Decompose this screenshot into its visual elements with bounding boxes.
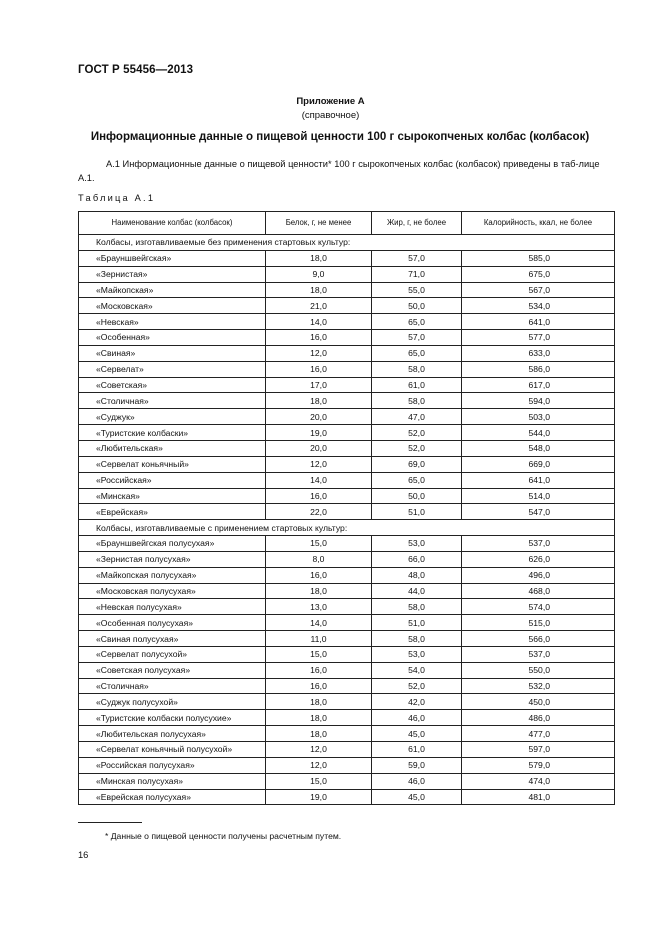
sausage-name-cell: «Сервелат полусухой» xyxy=(79,646,266,662)
table-row xyxy=(79,361,615,377)
sausage-name-cell: «Майкопская» xyxy=(79,282,266,298)
protein-cell: 18,0 xyxy=(266,694,372,710)
page-number: 16 xyxy=(78,850,89,860)
fat-cell: 58,0 xyxy=(372,631,462,647)
fat-cell: 58,0 xyxy=(372,361,462,377)
table-row xyxy=(79,504,615,520)
sausage-name-cell: «Столичная» xyxy=(79,393,266,409)
table-row xyxy=(79,345,615,361)
fat-cell: 51,0 xyxy=(372,504,462,520)
protein-cell: 16,0 xyxy=(266,330,372,346)
footnote-divider xyxy=(78,822,142,823)
sausage-name-cell: «Советская» xyxy=(79,377,266,393)
nutrition-table xyxy=(78,211,615,805)
protein-cell: 16,0 xyxy=(266,567,372,583)
calories-cell: 617,0 xyxy=(462,377,615,393)
protein-cell: 9,0 xyxy=(266,266,372,282)
calories-cell: 633,0 xyxy=(462,345,615,361)
protein-cell: 20,0 xyxy=(266,409,372,425)
protein-cell: 12,0 xyxy=(266,742,372,758)
calories-cell: 515,0 xyxy=(462,615,615,631)
fat-cell: 50,0 xyxy=(372,298,462,314)
protein-cell: 18,0 xyxy=(266,583,372,599)
protein-cell: 14,0 xyxy=(266,314,372,330)
sausage-name-cell: «Суджук» xyxy=(79,409,266,425)
calories-cell: 474,0 xyxy=(462,773,615,789)
protein-cell: 14,0 xyxy=(266,472,372,488)
sausage-name-cell: «Брауншвейгская» xyxy=(79,250,266,266)
sausage-name-cell: «Свиная полусухая» xyxy=(79,631,266,647)
calories-cell: 641,0 xyxy=(462,472,615,488)
page-heading: Информационные данные о пищевой ценности 100 г сырокопченых колбас (колбасок) xyxy=(90,131,590,143)
calories-cell: 585,0 xyxy=(462,250,615,266)
annex-note: (справочное) xyxy=(301,110,360,121)
sausage-name-cell: «Невская» xyxy=(79,314,266,330)
table-row xyxy=(79,472,615,488)
calories-cell: 669,0 xyxy=(462,456,615,472)
calories-cell: 641,0 xyxy=(462,314,615,330)
calories-cell: 567,0 xyxy=(462,282,615,298)
table-row xyxy=(79,456,615,472)
calories-cell: 566,0 xyxy=(462,631,615,647)
sausage-name-cell: «Сервелат» xyxy=(79,361,266,377)
calories-cell: 579,0 xyxy=(462,757,615,773)
sausage-name-cell: «Особенная» xyxy=(79,330,266,346)
protein-cell: 17,0 xyxy=(266,377,372,393)
sausage-name-cell: «Еврейская полусухая» xyxy=(79,789,266,805)
table-row xyxy=(79,425,615,441)
fat-cell: 51,0 xyxy=(372,615,462,631)
protein-cell: 12,0 xyxy=(266,757,372,773)
fat-cell: 65,0 xyxy=(372,472,462,488)
fat-cell: 52,0 xyxy=(372,678,462,694)
table-row xyxy=(79,726,615,742)
fat-cell: 55,0 xyxy=(372,282,462,298)
table-row xyxy=(79,742,615,758)
fat-cell: 50,0 xyxy=(372,488,462,504)
table-row xyxy=(79,567,615,583)
protein-cell: 18,0 xyxy=(266,282,372,298)
fat-cell: 65,0 xyxy=(372,345,462,361)
column-header-calories: Калорийность, ккал, не более xyxy=(462,212,615,235)
protein-cell: 12,0 xyxy=(266,456,372,472)
calories-cell: 503,0 xyxy=(462,409,615,425)
table-row xyxy=(79,789,615,805)
table-row xyxy=(79,266,615,282)
fat-cell: 57,0 xyxy=(372,330,462,346)
protein-cell: 13,0 xyxy=(266,599,372,615)
table-row xyxy=(79,440,615,456)
table-group-row xyxy=(79,235,615,251)
standard-number: ГОСТ Р 55456—2013 xyxy=(78,64,194,76)
protein-cell: 18,0 xyxy=(266,726,372,742)
table-row xyxy=(79,250,615,266)
footnote: * Данные о пищевой ценности получены расчетным путем. xyxy=(105,831,342,841)
table-row xyxy=(79,314,615,330)
table-body xyxy=(79,235,615,805)
calories-cell: 532,0 xyxy=(462,678,615,694)
annex-title: Приложение А xyxy=(296,96,365,107)
protein-cell: 19,0 xyxy=(266,789,372,805)
calories-cell: 597,0 xyxy=(462,742,615,758)
group-title: Колбасы, изготавливаемые с применением стартовых культур: xyxy=(79,520,615,536)
sausage-name-cell: «Майкопская полусухая» xyxy=(79,567,266,583)
table-row xyxy=(79,409,615,425)
fat-cell: 53,0 xyxy=(372,536,462,552)
sausage-name-cell: «Сервелат коньячный полусухой» xyxy=(79,742,266,758)
calories-cell: 537,0 xyxy=(462,646,615,662)
sausage-name-cell: «Московская» xyxy=(79,298,266,314)
sausage-name-cell: «Российская полусухая» xyxy=(79,757,266,773)
group-title: Колбасы, изготавливаемые без применения стартовых культур: xyxy=(79,235,615,251)
fat-cell: 69,0 xyxy=(372,456,462,472)
sausage-name-cell: «Брауншвейгская полусухая» xyxy=(79,536,266,552)
table-group-row xyxy=(79,520,615,536)
sausage-name-cell: «Еврейская» xyxy=(79,504,266,520)
protein-cell: 12,0 xyxy=(266,345,372,361)
calories-cell: 514,0 xyxy=(462,488,615,504)
calories-cell: 486,0 xyxy=(462,710,615,726)
sausage-name-cell: «Зернистая» xyxy=(79,266,266,282)
sausage-name-cell: «Невская полусухая» xyxy=(79,599,266,615)
table-row xyxy=(79,377,615,393)
table-header-row xyxy=(79,212,615,235)
table-caption: Таблица А.1 xyxy=(78,193,156,203)
column-header-name: Наименование колбас (колбасок) xyxy=(79,212,266,235)
sausage-name-cell: «Зернистая полусухая» xyxy=(79,551,266,567)
fat-cell: 61,0 xyxy=(372,742,462,758)
calories-cell: 550,0 xyxy=(462,662,615,678)
table-row xyxy=(79,710,615,726)
calories-cell: 574,0 xyxy=(462,599,615,615)
table-row xyxy=(79,694,615,710)
fat-cell: 58,0 xyxy=(372,393,462,409)
protein-cell: 8,0 xyxy=(266,551,372,567)
sausage-name-cell: «Туристские колбаски» xyxy=(79,425,266,441)
fat-cell: 44,0 xyxy=(372,583,462,599)
calories-cell: 534,0 xyxy=(462,298,615,314)
protein-cell: 18,0 xyxy=(266,710,372,726)
fat-cell: 45,0 xyxy=(372,726,462,742)
column-header-protein: Белок, г, не менее xyxy=(266,212,372,235)
table-row xyxy=(79,599,615,615)
calories-cell: 675,0 xyxy=(462,266,615,282)
fat-cell: 61,0 xyxy=(372,377,462,393)
table-row xyxy=(79,631,615,647)
sausage-name-cell: «Туристские колбаски полусухие» xyxy=(79,710,266,726)
sausage-name-cell: «Минская» xyxy=(79,488,266,504)
calories-cell: 594,0 xyxy=(462,393,615,409)
sausage-name-cell: «Свиная» xyxy=(79,345,266,361)
calories-cell: 450,0 xyxy=(462,694,615,710)
fat-cell: 48,0 xyxy=(372,567,462,583)
sausage-name-cell: «Минская полусухая» xyxy=(79,773,266,789)
protein-cell: 15,0 xyxy=(266,773,372,789)
calories-cell: 626,0 xyxy=(462,551,615,567)
fat-cell: 47,0 xyxy=(372,409,462,425)
protein-cell: 21,0 xyxy=(266,298,372,314)
calories-cell: 496,0 xyxy=(462,567,615,583)
calories-cell: 544,0 xyxy=(462,425,615,441)
sausage-name-cell: «Советская полусухая» xyxy=(79,662,266,678)
protein-cell: 20,0 xyxy=(266,440,372,456)
calories-cell: 481,0 xyxy=(462,789,615,805)
calories-cell: 477,0 xyxy=(462,726,615,742)
fat-cell: 53,0 xyxy=(372,646,462,662)
table-row xyxy=(79,757,615,773)
fat-cell: 59,0 xyxy=(372,757,462,773)
fat-cell: 46,0 xyxy=(372,710,462,726)
calories-cell: 547,0 xyxy=(462,504,615,520)
table-row xyxy=(79,773,615,789)
fat-cell: 54,0 xyxy=(372,662,462,678)
table-row xyxy=(79,615,615,631)
protein-cell: 15,0 xyxy=(266,536,372,552)
fat-cell: 66,0 xyxy=(372,551,462,567)
fat-cell: 52,0 xyxy=(372,440,462,456)
protein-cell: 18,0 xyxy=(266,250,372,266)
protein-cell: 19,0 xyxy=(266,425,372,441)
protein-cell: 16,0 xyxy=(266,678,372,694)
table-row xyxy=(79,662,615,678)
protein-cell: 18,0 xyxy=(266,393,372,409)
protein-cell: 11,0 xyxy=(266,631,372,647)
table-row xyxy=(79,298,615,314)
sausage-name-cell: «Суджук полусухой» xyxy=(79,694,266,710)
protein-cell: 14,0 xyxy=(266,615,372,631)
table-row xyxy=(79,393,615,409)
fat-cell: 71,0 xyxy=(372,266,462,282)
column-header-fat: Жир, г, не более xyxy=(372,212,462,235)
fat-cell: 58,0 xyxy=(372,599,462,615)
calories-cell: 586,0 xyxy=(462,361,615,377)
table-row xyxy=(79,536,615,552)
table-row xyxy=(79,583,615,599)
protein-cell: 16,0 xyxy=(266,361,372,377)
calories-cell: 468,0 xyxy=(462,583,615,599)
calories-cell: 548,0 xyxy=(462,440,615,456)
table-row xyxy=(79,282,615,298)
fat-cell: 42,0 xyxy=(372,694,462,710)
calories-cell: 537,0 xyxy=(462,536,615,552)
fat-cell: 57,0 xyxy=(372,250,462,266)
sausage-name-cell: «Российская» xyxy=(79,472,266,488)
table-row xyxy=(79,488,615,504)
intro-paragraph: А.1 Информационные данные о пищевой ценности* 100 г сырокопченых колбас (колбасок) приведены в таб-лице А.1. xyxy=(78,159,600,183)
sausage-name-cell: «Столичная» xyxy=(79,678,266,694)
sausage-name-cell: «Особенная полусухая» xyxy=(79,615,266,631)
sausage-name-cell: «Московская полусухая» xyxy=(79,583,266,599)
table-row xyxy=(79,646,615,662)
table-row xyxy=(79,330,615,346)
sausage-name-cell: «Сервелат коньячный» xyxy=(79,456,266,472)
sausage-name-cell: «Любительская полусухая» xyxy=(79,726,266,742)
calories-cell: 577,0 xyxy=(462,330,615,346)
protein-cell: 16,0 xyxy=(266,662,372,678)
table-row xyxy=(79,551,615,567)
protein-cell: 22,0 xyxy=(266,504,372,520)
protein-cell: 16,0 xyxy=(266,488,372,504)
fat-cell: 46,0 xyxy=(372,773,462,789)
table-row xyxy=(79,678,615,694)
fat-cell: 52,0 xyxy=(372,425,462,441)
fat-cell: 65,0 xyxy=(372,314,462,330)
sausage-name-cell: «Любительская» xyxy=(79,440,266,456)
protein-cell: 15,0 xyxy=(266,646,372,662)
fat-cell: 45,0 xyxy=(372,789,462,805)
